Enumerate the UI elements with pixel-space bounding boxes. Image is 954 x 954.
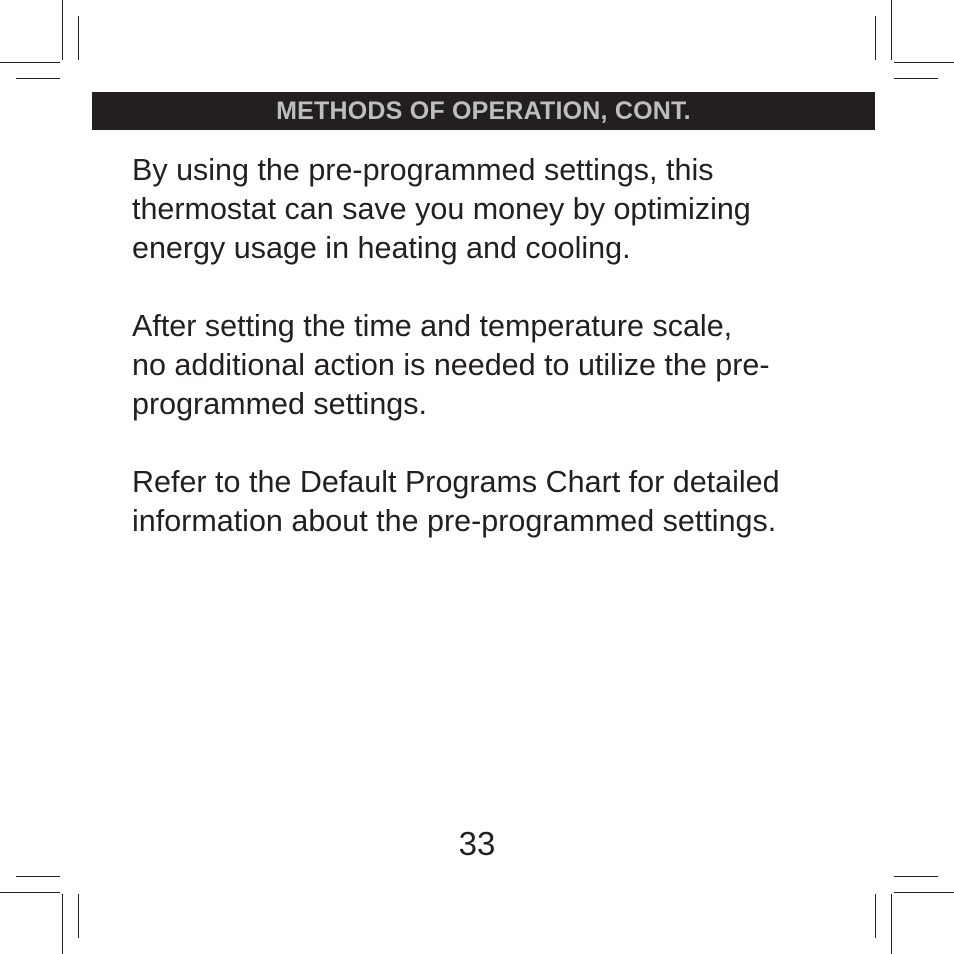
body-text xyxy=(132,151,852,580)
crop-mark-bottom-right-horizontal-2 xyxy=(894,892,954,893)
crop-mark-top-right-inner xyxy=(875,16,876,60)
crop-mark-top-right-horizontal-2 xyxy=(894,78,938,79)
crop-mark-top-right-horizontal-1 xyxy=(894,62,954,63)
crop-mark-top-right-outer xyxy=(891,0,892,60)
paragraph-refer-to-chart: Refer to the Default Programs Chart for detailed information about the pre-programmed settings. xyxy=(132,465,780,538)
crop-mark-bottom-right-horizontal-1 xyxy=(894,876,938,877)
page-number: 33 xyxy=(458,825,496,862)
crop-mark-top-left-outer xyxy=(62,0,63,60)
crop-mark-top-left-horizontal-1 xyxy=(0,62,60,63)
paragraph-no-action-needed: After setting the time and temperature scale, no additional action is needed to utilize the pre- programmed settings. xyxy=(132,309,770,421)
crop-mark-bottom-right-inner xyxy=(875,894,876,938)
crop-mark-top-left-inner xyxy=(78,16,79,60)
section-header-bar xyxy=(92,92,875,130)
crop-mark-bottom-left-inner xyxy=(78,894,79,938)
crop-mark-bottom-right-outer xyxy=(891,894,892,954)
crop-mark-bottom-left-outer xyxy=(62,894,63,954)
crop-mark-bottom-left-horizontal-1 xyxy=(16,876,60,877)
crop-mark-top-left-horizontal-2 xyxy=(16,78,60,79)
section-title: METHODS OF OPERATION, CONT. xyxy=(276,96,691,125)
crop-mark-bottom-left-horizontal-2 xyxy=(0,892,60,893)
paragraph-pre-programmed-savings: By using the pre-programmed settings, this thermostat can save you money by optimizing energy usage in heating and cooling. xyxy=(132,153,751,265)
